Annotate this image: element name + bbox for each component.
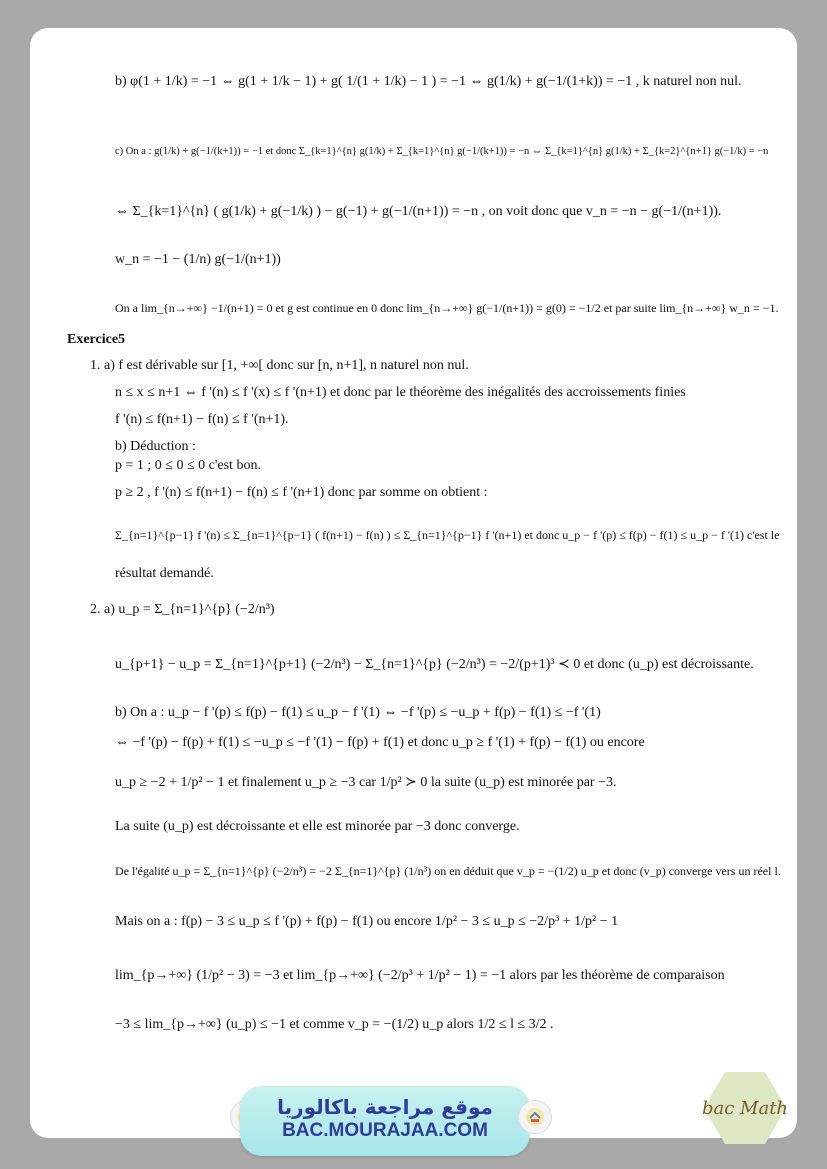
line-e2j: −3 ≤ lim_{p→+∞} (u_p) ≤ −1 et comme v_p = −(1/2) u_p alors 1/2 ≤ l ≤ 3/2 . bbox=[115, 1017, 554, 1032]
line-e2d: ⇔ −f '(p) − f(p) + f(1) ≤ −u_p ≤ −f '(1) − f(p) + f(1) et donc u_p ≥ f '(1) + f(p) − f(1) ou encore bbox=[115, 735, 645, 750]
right-badge-icon bbox=[518, 1100, 552, 1134]
line-e2c: b) On a : u_p − f '(p) ≤ f(p) − f(1) ≤ u_p − f '(1) ⇔ −f '(p) ≤ −u_p + f(p) − f(1) ≤ −f '(1) bbox=[115, 705, 601, 720]
bac-math-logo bbox=[700, 1068, 790, 1148]
line-e2h: Mais on a : f(p) − 3 ≤ u_p ≤ f '(p) + f(p) − f(1) ou encore 1/p² − 3 ≤ u_p ≤ −2/p³ + 1/p² − 1 bbox=[115, 914, 619, 929]
line-e1g: Σ_{n=1}^{p−1} f '(n) ≤ Σ_{n=1}^{p−1} ( f(n+1) − f(n) ) ≤ Σ_{n=1}^{p−1} f '(n+1) et donc u_p − f '(p) ≤ f(p) − f(1) ≤ u_p − f '(1) c'est le bbox=[115, 528, 780, 542]
line-e1f: p ≥ 2 , f '(n) ≤ f(n+1) − f(n) ≤ f '(n+1) donc par somme on obtient : bbox=[115, 485, 488, 500]
line-c2: ⇔ Σ_{k=1}^{n} ( g(1/k) + g(−1/k) ) − g(−1) + g(−1/(n+1)) = −n , on voit donc que v_n = −n − g(−1/(n+1)). bbox=[115, 204, 722, 219]
line-e2e: u_p ≥ −2 + 1/p² − 1 et finalement u_p ≥ −3 car 1/p² ≻ 0 la suite (u_p) est minorée par −3. bbox=[115, 775, 617, 790]
line-c4: On a lim_{n→+∞} −1/(n+1) = 0 et g est continue en 0 donc lim_{n→+∞} g(−1/(n+1)) = g(0) = −1/2 et par suite lim_{n→+∞} w_n = −1. bbox=[115, 301, 779, 315]
line-e2f: La suite (u_p) est décroissante et elle est minorée par −3 donc converge. bbox=[115, 819, 520, 834]
line-b: b) φ(1 + 1/k) = −1 ⇔ g(1 + 1/k − 1) + g( 1/(1 + 1/k) − 1 ) = −1 ⇔ g(1/k) + g(−1/(1+k)) = −1 , k naturel non nul. bbox=[115, 74, 742, 89]
document-page bbox=[30, 28, 797, 1138]
line-e1c: f '(n) ≤ f(n+1) − f(n) ≤ f '(n+1). bbox=[115, 412, 289, 427]
line-e1e: p = 1 ; 0 ≤ 0 ≤ 0 c'est bon. bbox=[115, 458, 261, 473]
line-c1: c) On a : g(1/k) + g(−1/(k+1)) = −1 et donc Σ_{k=1}^{n} g(1/k) + Σ_{k=1}^{n} g(−1/(k+1)) = −n ⇔ Σ_{k=1}^{n} g(1/k) + Σ_{k=2}^{n+1} g(−1/k) = −n bbox=[115, 146, 769, 157]
line-e2a: 2. a) u_p = Σ_{n=1}^{p} (−2/n³) bbox=[90, 602, 275, 617]
exercise-title: Exercice5 bbox=[67, 332, 126, 347]
line-e1d: b) Déduction : bbox=[115, 439, 196, 454]
line-c3: w_n = −1 − (1/n) g(−1/(n+1)) bbox=[115, 252, 281, 267]
site-banner[interactable] bbox=[240, 1086, 530, 1156]
site-arabic-name: موقع مراجعة باكالوريا bbox=[277, 1095, 493, 1119]
line-e2i: lim_{p→+∞} (1/p² − 3) = −3 et lim_{p→+∞} (−2/p³ + 1/p² − 1) = −1 alors par les théorème de comparaison bbox=[115, 968, 725, 983]
line-e2b: u_{p+1} − u_p = Σ_{n=1}^{p+1} (−2/n³) − Σ_{n=1}^{p} (−2/n³) = −2/(p+1)³ ≺ 0 et donc (u_p) est décroissante. bbox=[115, 657, 754, 672]
line-e1a: 1. a) f est dérivable sur [1, +∞[ donc sur [n, n+1], n naturel non nul. bbox=[90, 358, 469, 373]
line-e1h: résultat demandé. bbox=[115, 566, 214, 581]
site-url-link[interactable]: BAC.MOURAJAA.COM bbox=[282, 1120, 488, 1141]
bac-math-logo-text: bac Math bbox=[701, 1097, 789, 1119]
line-e2g: De l'égalité u_p = Σ_{n=1}^{p} (−2/n³) = −2 Σ_{n=1}^{p} (1/n³) on en déduit que v_p = −(1/2) u_p et donc (v_p) converge vers un réel l. bbox=[115, 864, 781, 878]
line-e1b: n ≤ x ≤ n+1 ⇔ f '(n) ≤ f '(x) ≤ f '(n+1) et donc par le théorème des inégalités des accroissements finies bbox=[115, 385, 686, 400]
